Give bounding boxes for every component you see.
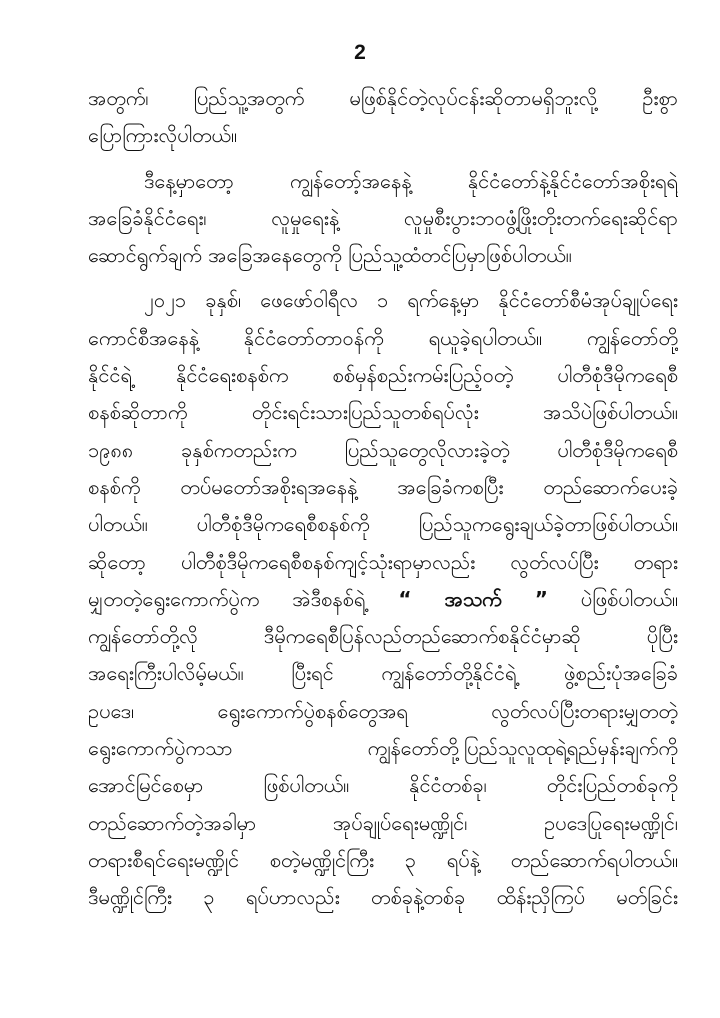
emphasis-word: အသက် <box>444 586 502 611</box>
paragraph-1-line-1: အတွက်၊ ပြည်သူ့အတွက် မဖြစ်နိုင်တဲ့လုပ်ငန်းဆိုတာမရှိဘူးလို့ ဦးစွာ <box>88 86 678 110</box>
paragraph-3-line-1: ၂၀၂၁ ခုနှစ်၊ ဖေဖော်ဝါရီလ ၁ ရက်နေ့မှာ နိုင်ငံတော်စီမံအုပ်ချုပ်ရေး <box>144 288 678 313</box>
paragraph-2-line-1: ဒီနေ့မှာတော့ ကျွန်တော့်အနေနဲ့ နိုင်ငံတော်နဲ့နိုင်ငံတော်အစိုးရရဲ့ <box>144 168 678 193</box>
paragraph-2-line-3: ဆောင်ရွက်ချက် အခြေအနေတွေကို ပြည်သူ့ထံတင်ပြမှာဖြစ်ပါတယ်။ <box>88 243 572 268</box>
emphasis-open-quote: “ <box>398 586 412 611</box>
paragraph-3-line-9 <box>88 581 678 618</box>
paragraph-3-line-12: ဥပဒေ၊ ရွေးကောက်ပွဲစနစ်တွေအရ လွတ်လပ်ပြီးတရားမျှတတဲ့ <box>88 698 678 723</box>
body-text <box>88 80 678 917</box>
paragraph-3-line-5: ၁၉၈၈ ခုနှစ်ကတည်းက ပြည်သူတွေလိုလားခဲ့တဲ့ ပါတီစုံဒီမိုကရေစီ <box>88 437 678 462</box>
paragraph-gap <box>88 274 678 282</box>
paragraph-3-line-8: ဆိုတော့ ပါတီစုံဒီမိုကရေစီစနစ်ကျင့်သုံးရာမှာလည်း လွတ်လပ်ပြီး တရား <box>88 549 678 574</box>
paragraph-3-line-17: ဒီမဏ္ဍိုင်ကြီး ၃ ရပ်ဟာလည်း တစ်ခုနဲ့တစ်ခု ထိန်းညှိကြပ် မတ်ခြင်း <box>88 885 678 910</box>
paragraph-3-line-6: စနစ်ကို တပ်မတော်အစိုးရအနေနဲ့ အခြေခံကစပြီး တည်ဆောက်ပေးခဲ့ <box>88 474 678 499</box>
paragraph-3-line-7: ပါတယ်။ ပါတီစုံဒီမိုကရေစီစနစ်ကို ပြည်သူကရွေးချယ်ခဲ့တာဖြစ်ပါတယ်။ <box>88 512 678 537</box>
paragraph-gap <box>88 155 678 163</box>
paragraph-2-line-2: အခြေခံနိုင်ငံရေး၊ လူမှုရေးနဲ့ လူမှုစီးပွားဘဝဖွံ့ဖြိုးတိုးတက်ရေးဆိုင်ရာ <box>88 205 678 230</box>
paragraph-3-line-16: တရားစီရင်ရေးမဏ္ဍိုင် စတဲ့မဏ္ဍိုင်ကြီး ၃ ရပ်နဲ့ တည်ဆောက်ရပါတယ်။ <box>88 847 678 872</box>
line-text-tail: ပဲဖြစ်ပါတယ်။ <box>580 586 678 611</box>
paragraph-3-line-13: ရွေးကောက်ပွဲကသာ ကျွန်တော်တို့ပြည်သူလူထုရဲ့ရည်မှန်းချက်ကို <box>88 736 678 761</box>
paragraph-3-line-3: နိုင်ငံရဲ့ နိုင်ငံရေးစနစ်က စစ်မှန်စည်းကမ်းပြည့်ဝတဲ့ ပါတီစုံဒီမိုကရေစီ <box>88 363 678 388</box>
paragraph-3-line-15: တည်ဆောက်တဲ့အခါမှာ အုပ်ချုပ်ရေးမဏ္ဍိုင်၊ ဥပဒေပြုရေးမဏ္ဍိုင်၊ <box>88 810 678 835</box>
line-text: မျှတတဲ့ရွေးကောက်ပွဲက အဲဒီစနစ်ရဲ့ <box>88 586 366 611</box>
paragraph-3-line-14: အောင်မြင်စေမှာ ဖြစ်ပါတယ်။ နိုင်ငံတစ်ခု၊ တိုင်းပြည်တစ်ခုကို <box>88 773 678 798</box>
page-number: 2 <box>354 41 366 64</box>
paragraph-3-line-10: ကျွန်တော်တို့လို ဒီမိုကရေစီပြန်လည်တည်ဆောက်စနိုင်ငံမှာဆို ပိုပြီး <box>88 624 678 649</box>
paragraph-1-line-2: ပြောကြားလိုပါတယ်။ <box>88 123 238 148</box>
paragraph-3-line-11: အရေးကြီးပါလိမ့်မယ်။ ပြီးရင် ကျွန်တော်တို့နိုင်ငံရဲ့ ဖွဲ့စည်းပုံအခြေခံ <box>88 661 678 686</box>
emphasis-close-quote: ” <box>534 586 548 611</box>
paragraph-3-line-2: ကောင်စီအနေနဲ့ နိုင်ငံတော်တာဝန်ကို ရယူခဲ့ရပါတယ်။ ကျွန်တော်တို့ <box>88 325 678 350</box>
paragraph-3-line-4: စနစ်ဆိုတာကို တိုင်းရင်းသားပြည်သူတစ်ရပ်လုံး အသိပဲဖြစ်ပါတယ်။ <box>88 400 678 425</box>
